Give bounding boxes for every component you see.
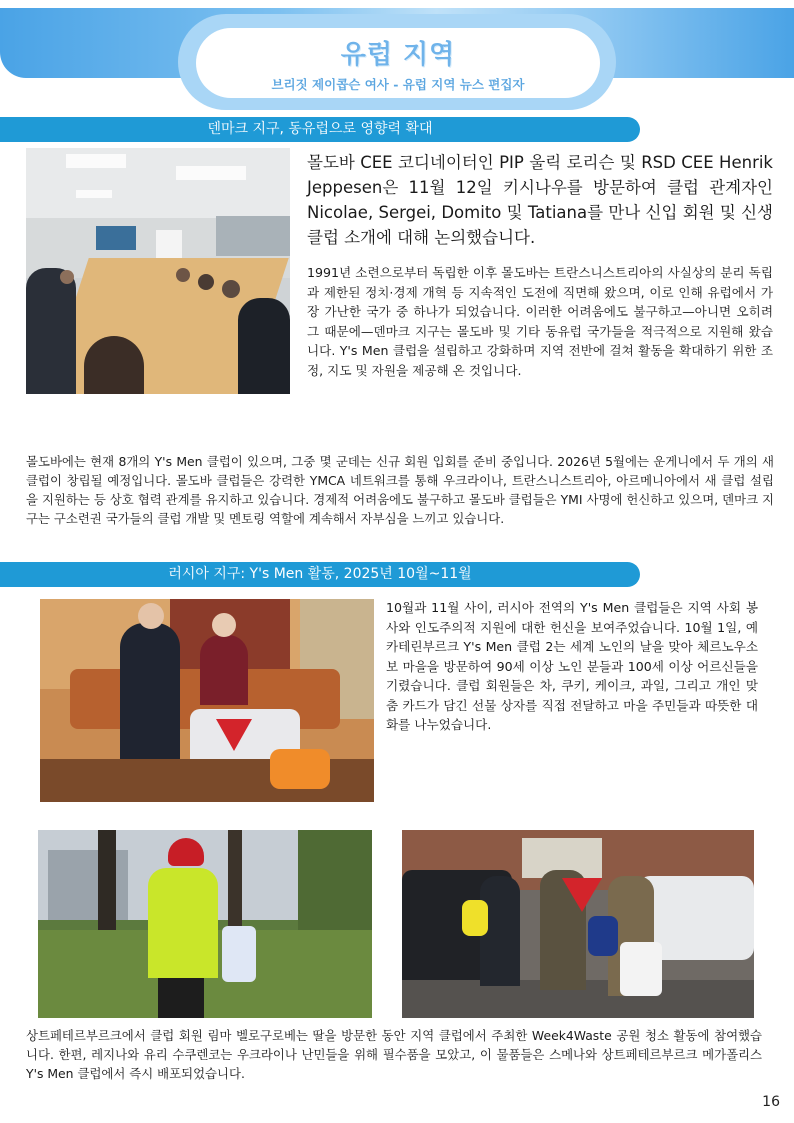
photo-donations [402,830,754,1018]
section-bar-russia [0,562,640,587]
page-title: 유럽 지역 [340,40,456,70]
photo-elderly-visit [40,599,374,802]
section-bar-denmark [0,117,640,142]
photo-park-cleanup [38,830,372,1018]
section1-paragraph-2: 몰도바에는 현재 8개의 Y's Men 클럽이 있으며, 그중 몇 군데는 신규 회원 입회를 준비 중입니다. 2026년 5월에는 운게니에서 두 개의 새 클럽이 창립될 예정입니다. 몰도바 클럽들은 강력한 YMCA 네트워크를 통해 우크라이나, 트란스니스트리아, 아르메니아에서 새 클럽 설립을 지원하는 등 상호 협력 관계를 유지하고 있습니다. 경제적 어려움에도 불구하고 몰도바 클럽들은 YMI 사명에 헌신하고 있으며, 덴마크 지구는 구소련권 국가들의 클럽 개발 및 멘토링 역할에 계속해서 자부심을 느끼고 있습니다. [26,454,774,526]
section1-paragraph-1: 1991년 소련으로부터 독립한 이후 몰도바는 트란스니스트리아의 사실상의 분리 독립과 제한된 정치·경제 개혁 등 지속적인 도전에 직면해 왔으며, 이로 인해 유럽에서 가장 가난한 국가 중 하나가 되었습니다. 이러한 어려움에도 불구하고—아니면 오히려 그 때문에—덴마크 지구는 몰도바 및 기타 동유럽 국가들을 적극적으로 지원해 왔습니다. Y's Men 클럽을 설립하고 강화하며 지역 전반에 걸쳐 활동을 확대하기 위한 조정, 지도 및 자원을 제공해 온 것입니다. [307,265,773,378]
photo-meeting-room [26,148,290,394]
section2-paragraph-2: 상트페테르부르크에서 클럽 회원 림마 벨로구로베는 딸을 방문한 동안 지역 클럽에서 주최한 Week4Waste 공원 청소 활동에 참여했습니다. 한편, 레지나와 유리 수쿠렌코는 우크라이나 난민들을 위해 필수품을 모았고, 이 물품들은 스메나와 상트페테르부르크 메가폴리스 Y's Men 클럽에서 즉시 배포되었습니다. [26,1028,762,1081]
page-number: 16 [762,1094,780,1110]
section2-paragraph-1: 10월과 11월 사이, 러시아 전역의 Y's Men 클럽들은 지역 사회 봉사와 인도주의적 지원에 대한 헌신을 보여주었습니다. 10월 1일, 예카테린부르크 Y's Men 클럽 2는 세계 노인의 날을 맞아 체르노우소보 마을을 방문하여 90세 이상 노인 분들과 100세 이상 어르신들을 기렸습니다. 클럽 회원들은 차, 쿠키, 케이크, 과일, 그리고 개인 맞춤 카드가 담긴 선물 상자를 직접 전달하고 마을 주민들과 따뜻한 대화를 나누었습니다. [386,600,758,732]
section-title-denmark: 덴마크 지구, 동유럽으로 영향력 확대 [207,121,433,137]
section1-lead: 몰도바 CEE 코디네이터인 PIP 울릭 로리슨 및 RSD CEE Henrik Jeppesen은 11월 12일 키시나우를 방문하여 클럽 관계자인 Nicolae, Sergei, Domito 및 Tatiana를 만나 신입 회원 및 신생 클럽 소개에 대해 논의했습니다. [307,153,773,247]
page-subtitle: 브리짓 제이콥슨 여사 - 유럽 지역 뉴스 편집자 [271,77,525,92]
header-pill [196,28,600,98]
section-title-russia: 러시아 지구: Y's Men 활동, 2025년 10월~11월 [168,566,472,582]
